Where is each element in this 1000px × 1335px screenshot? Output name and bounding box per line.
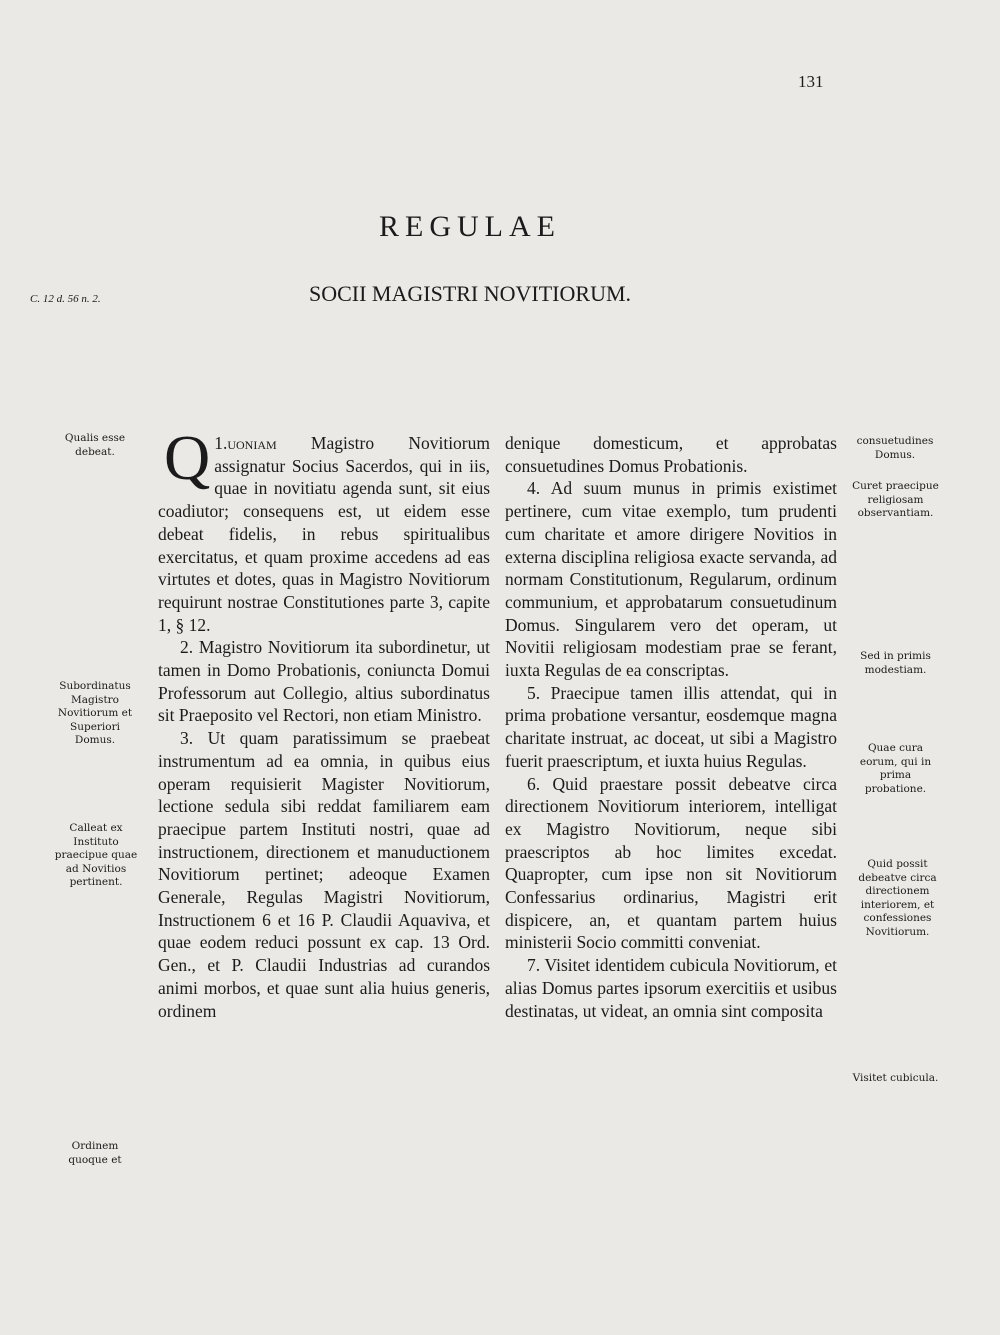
paragraph-4: 4. Ad suum munus in primis existimet pertinere, cum vitae exemplo, tum prudenti cum charitate et amore dirigere Novitios in externa disciplina religiosa exacte servanda, ad normam Constitutionum, Regularum, ordinum communium, et approbatarum consuetudinum Domus. Singularem vero det operam, ut Novitii religiosam modestiam prae se ferant, iuxta Regulas de ea conscriptas. <box>505 478 837 681</box>
page-subtitle: SOCII MAGISTRI NOVITIORUM. <box>308 281 632 306</box>
text-column-left <box>158 422 490 1022</box>
margin-note-right: Sed in primis modestiam. <box>860 650 931 676</box>
paragraph-6: 6. Quid praestare possit debeatve circa directionem Novitiorum interiorem, intelligat ex Magistro Novitiorum, neque sibi praescriptos ab hoc limites excedat. Quapropter, cum ipse non sit Novitiorum Confessarius ordinarius, Magistri erit dispicere, an, et quantam partem huius ministerii Socio committi conveniat. <box>505 773 837 953</box>
margin-note-right: consuetudines Domus. <box>856 435 934 461</box>
paragraph-2: 2. Magistro Novitiorum ita subordinetur, ut tamen in Domo Probationis, coniuncta Domui Professorum aut Collegio, altius subordinatus sit Praeposito vel Rectori, non etiam Ministro. <box>158 637 490 726</box>
paragraph-7: 7. Visitet identidem cubicula Novitiorum, et alias Domus partes ipsorum exercitiis et usibus destinatas, ut videat, an omnia sint composita <box>505 955 837 1021</box>
paragraph-1 <box>158 422 490 636</box>
margin-note-left: Subordinatus Magistro Novitiorum et Superiori Domus. <box>57 680 133 746</box>
small-caps-word: uoniam <box>227 433 277 453</box>
paragraph-text: Magistro Novitiorum assignatur Socius Sacerdos, qui in iis, quae in novitiatu agenda sunt, sit eius coadiutor; consequens est, ut eidem esse debeat fidelis, in rebus spiritualibus exercitatus, et quam proxime accedens ad eas virtutes et dotes, quas in Magistro Novitiorum requirunt nostrae Constitutiones parte 3, capite 1, § 12. <box>158 433 490 635</box>
constitution-reference: C. 12 d. 56 n. 2. <box>30 293 101 305</box>
margin-note-right: Quid possit debeatve circa directionem interiorem, et confessiones Novitiorum. <box>858 858 937 938</box>
paragraph-5: 5. Praecipue tamen illis attendat, qui in prima probatione versantur, eosdemque magna charitate instruat, ac doceat, ut sibi a Magistro fuerit praescriptum, et iuxta huius Regulas. <box>505 682 837 771</box>
margin-note-right: Quae cura eorum, qui in prima probatione. <box>859 742 932 795</box>
margin-note-left: Ordinem quoque et <box>68 1140 122 1166</box>
page-title: REGULAE <box>379 210 561 243</box>
paragraph-number: 1. <box>214 433 228 453</box>
text-column-right <box>505 432 837 1022</box>
paragraph-3: 3. Ut quam paratissimum se praebeat instrumentum ad ea omnia, in quibus eius operam requisierit Magister Novitiorum, lectione sedula sibi reddat familiarem eam praecipue partem Instituti nostri, quae ad instructionem, directionem et manuductionem Novitiorum pertinet; adeoque Examen Generale, Regulas Magistri Novitiorum, Instructionem 6 et 16 P. Claudii Aquaviva, et quae eodem reduci possunt ex cap. 13 Ord. Gen., et P. Claudii Industrias ad curandos animi morbos, et quae sunt alia huius generis, ordinem <box>158 728 490 1021</box>
margin-note-left: Calleat ex Instituto praecipue quae ad Novitios pertinent. <box>54 822 138 888</box>
margin-note-left: Qualis esse debeat. <box>64 432 126 458</box>
margin-note-right: Visitet cubicula. <box>852 1072 939 1084</box>
margin-note-right: Curet praecipue religiosam observantiam. <box>852 480 939 519</box>
page-number: 131 <box>798 72 824 91</box>
drop-cap: Q <box>164 422 211 493</box>
paragraph-continuation: denique domesticum, et approbatas consuetudines Domus Probationis. <box>505 433 837 476</box>
